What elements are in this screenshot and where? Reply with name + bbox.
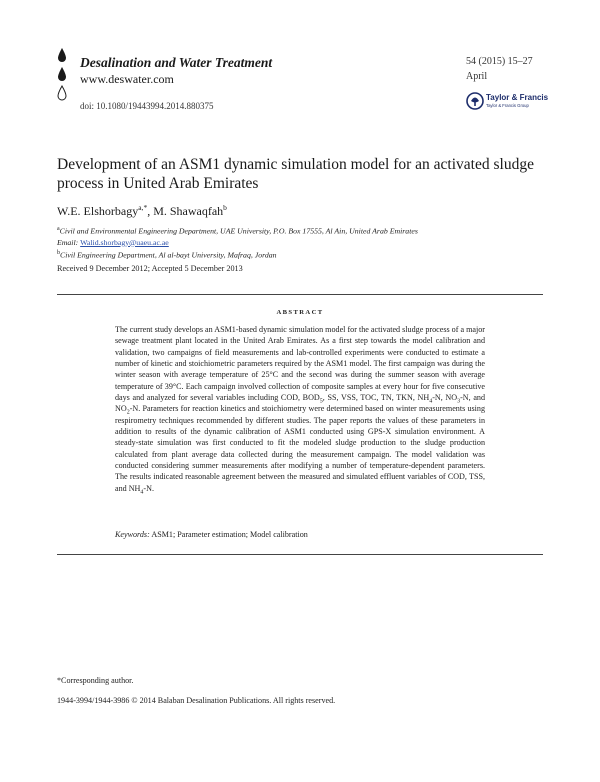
taylor-francis-logo — [466, 90, 556, 114]
affiliation-a: $^a$Civil and Environmental Engineering Department, UAE University, P.O. Box 17555, Al Ain, United Arab Emirates — [57, 226, 418, 236]
copyright-line: 1944-3994/1944-3986 © 2014 Balaban Desalination Publications. All rights reserved. — [57, 696, 336, 705]
paper-title: Development of an ASM1 dynamic simulation model for an activated sludge process in United Arab Emirates — [57, 156, 534, 192]
email-link[interactable]: Walid.shorbagy@uaeu.ac.ae — [80, 237, 169, 247]
keywords — [115, 530, 308, 539]
journal-title: Desalination and Water Treatment — [80, 55, 273, 70]
author-name: M. Shawaqfah — [153, 204, 224, 218]
journal-logo-drops-icon — [55, 46, 69, 108]
publisher-emblem-icon — [467, 93, 483, 109]
volume-info: 54 (2015) 15–27 — [466, 56, 533, 67]
issue-month: April — [466, 71, 488, 82]
author-separator: , — [147, 204, 154, 218]
doi[interactable]: doi: 10.1080/19443994.2014.880375 — [80, 101, 214, 111]
keywords-list: ASM1; Parameter estimation; Model calibration — [151, 530, 308, 539]
abstract-heading: ABSTRACT — [276, 309, 324, 316]
email-line: Email: Walid.shorbagy@uaeu.ac.ae — [57, 237, 169, 247]
corresponding-footnote: *Corresponding author. — [57, 676, 134, 685]
publisher-group: Taylor & Francis Group — [486, 103, 529, 108]
top-divider — [57, 294, 543, 295]
abstract-body: The current study develops an ASM1-based dynamic simulation model for the activated sludge process of a major sewage treatment plant located in the United Arab Emirates. As a first step towards the model calibration and validation, two campaigns of field measurements and lab-controlled experiments were conducted to estimate a number of kinetic and stoichiometric parameters required by the ASM1 model. The first campaign was during the winter season with average temperature of 25°C and the second was during the summer season with average temperature of 39°C. Each campaign involved collection of composite samples at every hour for five consecutive days and analyzed for several variables including COD, $BOD_5$, SS, VSS, TOC, TN, TKN, $NH_4-N$, $NO_3-N$, and $NO_2-N$. Parameters for reaction kinetics and stoichiometry were determined based on winter measurements using respirometry techniques recommended by different studies. The paper reports the values of these parameters in addition to results of the dynamic calibration of ASM1 conducted using GPS-X simulation environment. A steady-state simulation was first conducted to fit the modeled sludge production to the sludge production calculated from plant average data collected during the measurement campaign. The model validation was conducted considering summer measurements after modifying a number of temperature-dependent parameters. The results indicated reasonable agreement between the measured and simulated effluent variables of COD, TSS, and $NH_4-N$. — [115, 325, 486, 496]
publisher-name: Taylor & Francis — [486, 93, 549, 102]
affiliation-b: $^b$Civil Engineering Department, Al al-bayt University, Mafraq, Jordan — [57, 249, 277, 260]
received-dates: Received 9 December 2012; Accepted 5 December 2013 — [57, 264, 243, 273]
corresponding-mark: * — [143, 203, 148, 212]
keywords-label: Keywords: — [115, 530, 150, 539]
affiliation-mark: a, — [138, 203, 144, 212]
author-list — [57, 203, 227, 219]
affiliations — [57, 224, 418, 260]
journal-url[interactable]: www.deswater.com — [80, 72, 174, 86]
bottom-divider — [57, 554, 543, 555]
author-name: W.E. Elshorbagy — [57, 204, 139, 218]
affiliation-mark: b — [223, 203, 227, 212]
